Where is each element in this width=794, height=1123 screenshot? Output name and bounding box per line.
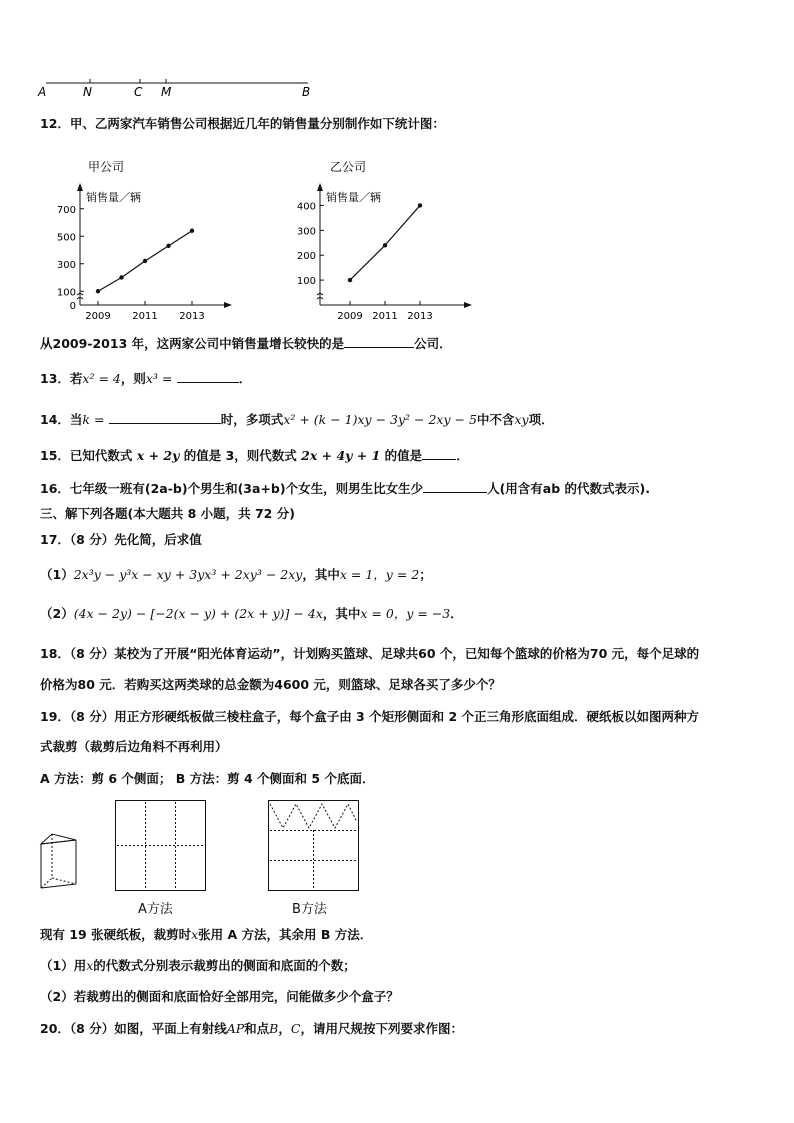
y-tick-label: 200 xyxy=(296,251,316,263)
q12-question: 从2009-2013 年，这两家公司中销售量增长较快的是 公司． xyxy=(40,336,452,351)
point-label-b: B xyxy=(302,85,311,99)
x-tick-label: 2011 xyxy=(132,311,158,322)
data-point xyxy=(348,278,352,282)
method-a-caption: A方法 xyxy=(138,902,173,917)
q19-line2: 式裁剪（裁剪后边角料不再利用） xyxy=(40,739,228,754)
point-label-n: N xyxy=(83,85,92,99)
x-tick-label: 2011 xyxy=(372,311,398,322)
q17-part1: （1）2x³y − y³x − xy + 3yx³ + 2xy³ − 2xy，其中x = 1，y = 2； xyxy=(40,567,432,582)
point-label-c: C xyxy=(134,85,143,99)
triangular-prism-figure xyxy=(38,830,84,894)
y-axis-arrow xyxy=(317,183,323,191)
q14: 14．当k = 时，多项式x² + (k − 1)xy − 3y² − 2xy − 5中不含xy项． xyxy=(40,412,554,427)
q12-text: 12．甲、乙两家汽车销售公司根据近几年的销售量分别制作如下统计图： xyxy=(40,116,445,131)
data-point xyxy=(190,229,194,233)
x-tick-label: 2009 xyxy=(337,311,363,322)
q17-part2: （2）(4x − 2y) − [−2(x − y) + (2x + y)] − 4x，其中x = 0，y = −3． xyxy=(40,606,463,621)
section-3-heading: 三、解下列各题(本大题共 8 小题，共 72 分) xyxy=(40,506,295,521)
q13: 13．若x² = 4，则x³ = ． xyxy=(40,371,252,386)
y-axis-arrow xyxy=(77,183,83,191)
data-point xyxy=(143,259,147,263)
chart-yi-company xyxy=(285,155,480,325)
segment-figure xyxy=(36,76,326,100)
y-axis-label: 销售量／辆 xyxy=(86,191,141,204)
q19-line1: 19．（8 分）用正方形硬纸板做三棱柱盒子，每个盒子由 3 个矩形侧面和 2 个正三角形底面组成．硬纸板以如图两种方 xyxy=(40,709,699,724)
data-point xyxy=(418,203,422,207)
data-point xyxy=(383,243,387,247)
x-axis-arrow xyxy=(224,302,232,308)
q16: 16．七年级一班有(2a-b)个男生和(3a+b)个女生，则男生比女生少 人(用含有ab 的代数式表示). xyxy=(40,481,650,496)
y-tick-label: 500 xyxy=(56,232,76,244)
q15: 15．已知代数式 x + 2y 的值是 3，则代数式 2x + 4y + 1 的值是 ． xyxy=(40,448,469,463)
q18-line2: 价格为80 元．若购买这两类球的总金额为4600 元，则篮球、足球各买了多少个？ xyxy=(40,677,501,692)
q17-title: 17．（8 分）先化简，后求值 xyxy=(40,532,202,547)
q18-line1: 18．（8 分）某校为了开展“阳光体育运动”，计划购买篮球、足球共60 个，已知每个篮球的价格为70 元，每个足球的 xyxy=(40,646,700,661)
y-tick-label: 300 xyxy=(296,226,316,238)
x-tick-label: 2009 xyxy=(85,311,111,322)
x-tick-label: 2013 xyxy=(407,311,433,322)
point-label-a: A xyxy=(38,85,47,99)
method-b-board xyxy=(268,800,360,892)
data-point xyxy=(96,289,100,293)
method-b-caption: B方法 xyxy=(292,902,327,917)
y-axis-label: 销售量／辆 xyxy=(326,191,381,204)
q19-methods: A 方法：剪 6 个侧面； B 方法：剪 4 个侧面和 5 个底面． xyxy=(40,771,375,786)
data-point xyxy=(166,244,170,248)
series-line xyxy=(350,205,420,280)
data-point xyxy=(119,275,123,279)
chart-title: 甲公司 xyxy=(88,160,125,174)
q20: 20．（8 分）如图，平面上有射线AP和点B，C，请用尺规按下列要求作图： xyxy=(40,1021,463,1036)
y-tick-label: 100 xyxy=(56,287,76,299)
x-axis-arrow xyxy=(464,302,472,308)
method-a-board xyxy=(115,800,207,892)
q19-line3: 现有 19 张硬纸板，裁剪时x张用 A 方法，其余用 B 方法． xyxy=(40,927,373,942)
y-tick-label: 400 xyxy=(296,201,316,213)
q19-sub2: （2）若裁剪出的侧面和底面恰好全部用完，问能做多少个盒子？ xyxy=(40,989,399,1004)
chart-title: 乙公司 xyxy=(330,160,367,174)
y-tick-label: 300 xyxy=(56,259,76,271)
y-tick-label: 700 xyxy=(56,204,76,216)
y-tick-label: 100 xyxy=(296,276,316,288)
chart-jia-company xyxy=(40,155,250,325)
point-label-m: M xyxy=(161,85,172,99)
q19-sub1: （1）用x的代数式分别表示裁剪出的侧面和底面的个数； xyxy=(40,958,356,973)
x-tick-label: 2013 xyxy=(179,311,205,322)
y-tick-label: 0 xyxy=(69,301,76,312)
